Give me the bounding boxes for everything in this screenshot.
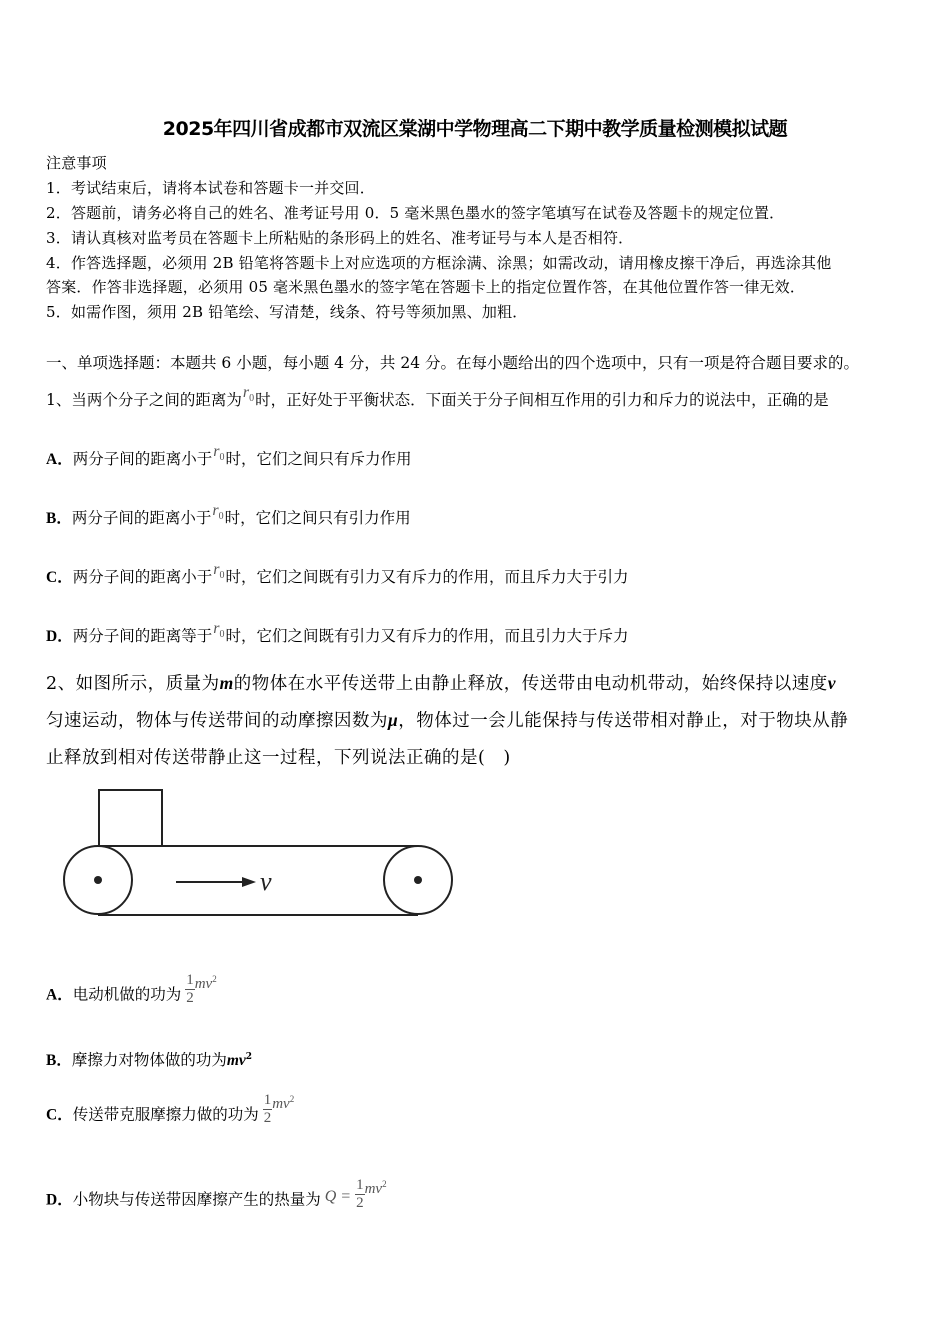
notes-heading: 注意事项	[46, 154, 107, 172]
q2-option-c[interactable]: C．传送带克服摩擦力做的功为 $\frac{1}{2}$ $mv^2$	[46, 1092, 295, 1126]
fraction: $\frac{1}{2}$	[186, 972, 194, 1006]
q2-option-a[interactable]: A．电动机做的功为 $\frac{1}{2}$ $mv^2$	[46, 972, 217, 1006]
question-2-line-1: 2、如图所示，质量为m的物体在水平传送带上由静止释放，传送带由电动机带动，始终保持以速度v	[46, 673, 837, 694]
q2-option-b[interactable]: B．摩擦力对物体做的功为$mv^2$	[46, 1051, 253, 1069]
left-axle	[94, 876, 102, 884]
q1-option-c[interactable]: C．两分子间的距离小于$r_0$时，它们之间既有引力又有斥力的作用，而且斥力大于引力	[46, 561, 629, 586]
velocity-label: v	[260, 867, 272, 896]
fraction: $\frac{1}{2}$	[263, 1092, 272, 1126]
note-item: 2．答题前，请务必将自己的姓名、准考证号用 0．5 毫米黑色墨水的签字笔填写在试卷及答题卡的规定位置．	[46, 204, 785, 222]
question-2-line-3: 止释放到相对传送带静止这一过程，下列说法正确的是( )	[46, 748, 511, 768]
section-heading: 一、单项选择题：本题共 6 小题，每小题 4 分，共 24 分。在每小题给出的四个选项中，只有一项是符合题目要求的。	[46, 354, 860, 372]
fraction: $\frac{1}{2}$	[356, 1177, 364, 1211]
question-1-stem: 1、当两个分子之间的距离为$r_0$时，正好处于平衡状态．下面关于分子间相互作用的引力和斥力的说法中，正确的是	[46, 384, 829, 409]
note-item: 1．考试结束后，请将本试卷和答题卡一并交回．	[46, 179, 375, 197]
velocity-arrow-head	[242, 877, 256, 887]
note-item: 答案．作答非选择题，必须用 05 毫米黑色墨水的签字笔在答题卡上的指定位置作答，在其他位置作答一律无效．	[46, 278, 806, 296]
question-2-line-2: 匀速运动，物体与传送带间的动摩擦因数为μ，物体过一会儿能保持与传送带相对静止，对于物块从静	[46, 710, 849, 731]
right-axle	[414, 876, 422, 884]
q1-option-d[interactable]: D．两分子间的距离等于$r_0$时，它们之间既有引力又有斥力的作用，而且引力大于斥力	[46, 620, 629, 645]
page-title: 2025年四川省成都市双流区棠湖中学物理高二下期中教学质量检测模拟试题	[162, 118, 788, 140]
note-item: 3．请认真核对监考员在答题卡上所粘贴的条形码上的姓名、准考证号与本人是否相符．	[46, 229, 634, 247]
q1-option-a[interactable]: A．两分子间的距离小于$r_0$时，它们之间只有斥力作用	[46, 443, 412, 468]
note-item: 5．如需作图，须用 2B 铅笔绘、写清楚，线条、符号等须加黑、加粗．	[46, 303, 528, 321]
q2-option-d[interactable]: D．小物块与传送带因摩擦产生的热量为 Q = $\frac{1}{2}$ $mv^2$	[46, 1177, 387, 1211]
block	[99, 790, 162, 846]
note-item: 4．作答选择题，必须用 2B 铅笔将答题卡上对应选项的方框涂满、涂黑；如需改动，请用橡皮擦干净后，再选涂其他	[46, 254, 832, 272]
r0-symbol: $r_0$	[242, 384, 255, 405]
conveyor-belt-figure	[58, 784, 458, 924]
q1-option-b[interactable]: B．两分子间的距离小于$r_0$时，它们之间只有引力作用	[46, 502, 411, 527]
